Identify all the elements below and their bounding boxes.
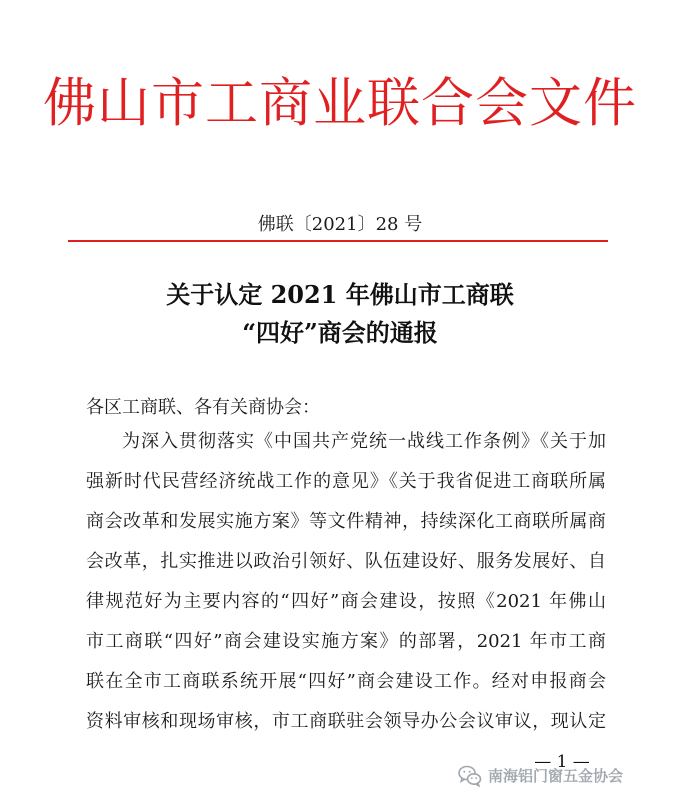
body-line-7: 联在全市工商联系统开展“四好”商会建设工作。经对申报商会	[86, 671, 606, 692]
body-line-2: 强新时代民营经济统战工作的意见》《关于我省促进工商联所属	[86, 471, 606, 492]
body-line-6: 市工商联“四好”商会建设实施方案》的部署，2021 年市工商	[86, 631, 606, 652]
notice-title-line-2: “四好”商会的通报	[242, 318, 438, 347]
page-number: — 1 —	[534, 752, 590, 772]
document-number: 佛联〔2021〕28 号	[257, 214, 423, 235]
body-line-3: 商会改革和发展实施方案》等文件精神，持续深化工商联所属商	[86, 511, 606, 532]
body-line-4: 会改革，扎实推进以政治引领好、队伍建设好、服务发展好、自	[86, 551, 606, 572]
notice-title-line-1: 关于认定 2021 年佛山市工商联	[166, 280, 514, 309]
wechat-icon	[458, 765, 482, 787]
org-header-title: 佛山市工商业联合会文件	[43, 73, 637, 134]
body-line-1: 为深入贯彻落实《中国共产党统一战线工作条例》《关于加	[122, 431, 606, 452]
salutation: 各区工商联、各有关商协会：	[86, 397, 320, 418]
body-line-5: 律规范好为主要内容的“四好”商会建设，按照《2021 年佛山	[86, 591, 606, 612]
watermark-text: 南海铝门窗五金协会	[488, 767, 624, 785]
red-divider-line	[68, 240, 608, 242]
body-line-8: 资料审核和现场审核，市工商联驻会领导办公会议审议，现认定	[86, 711, 606, 732]
watermark	[458, 762, 623, 790]
